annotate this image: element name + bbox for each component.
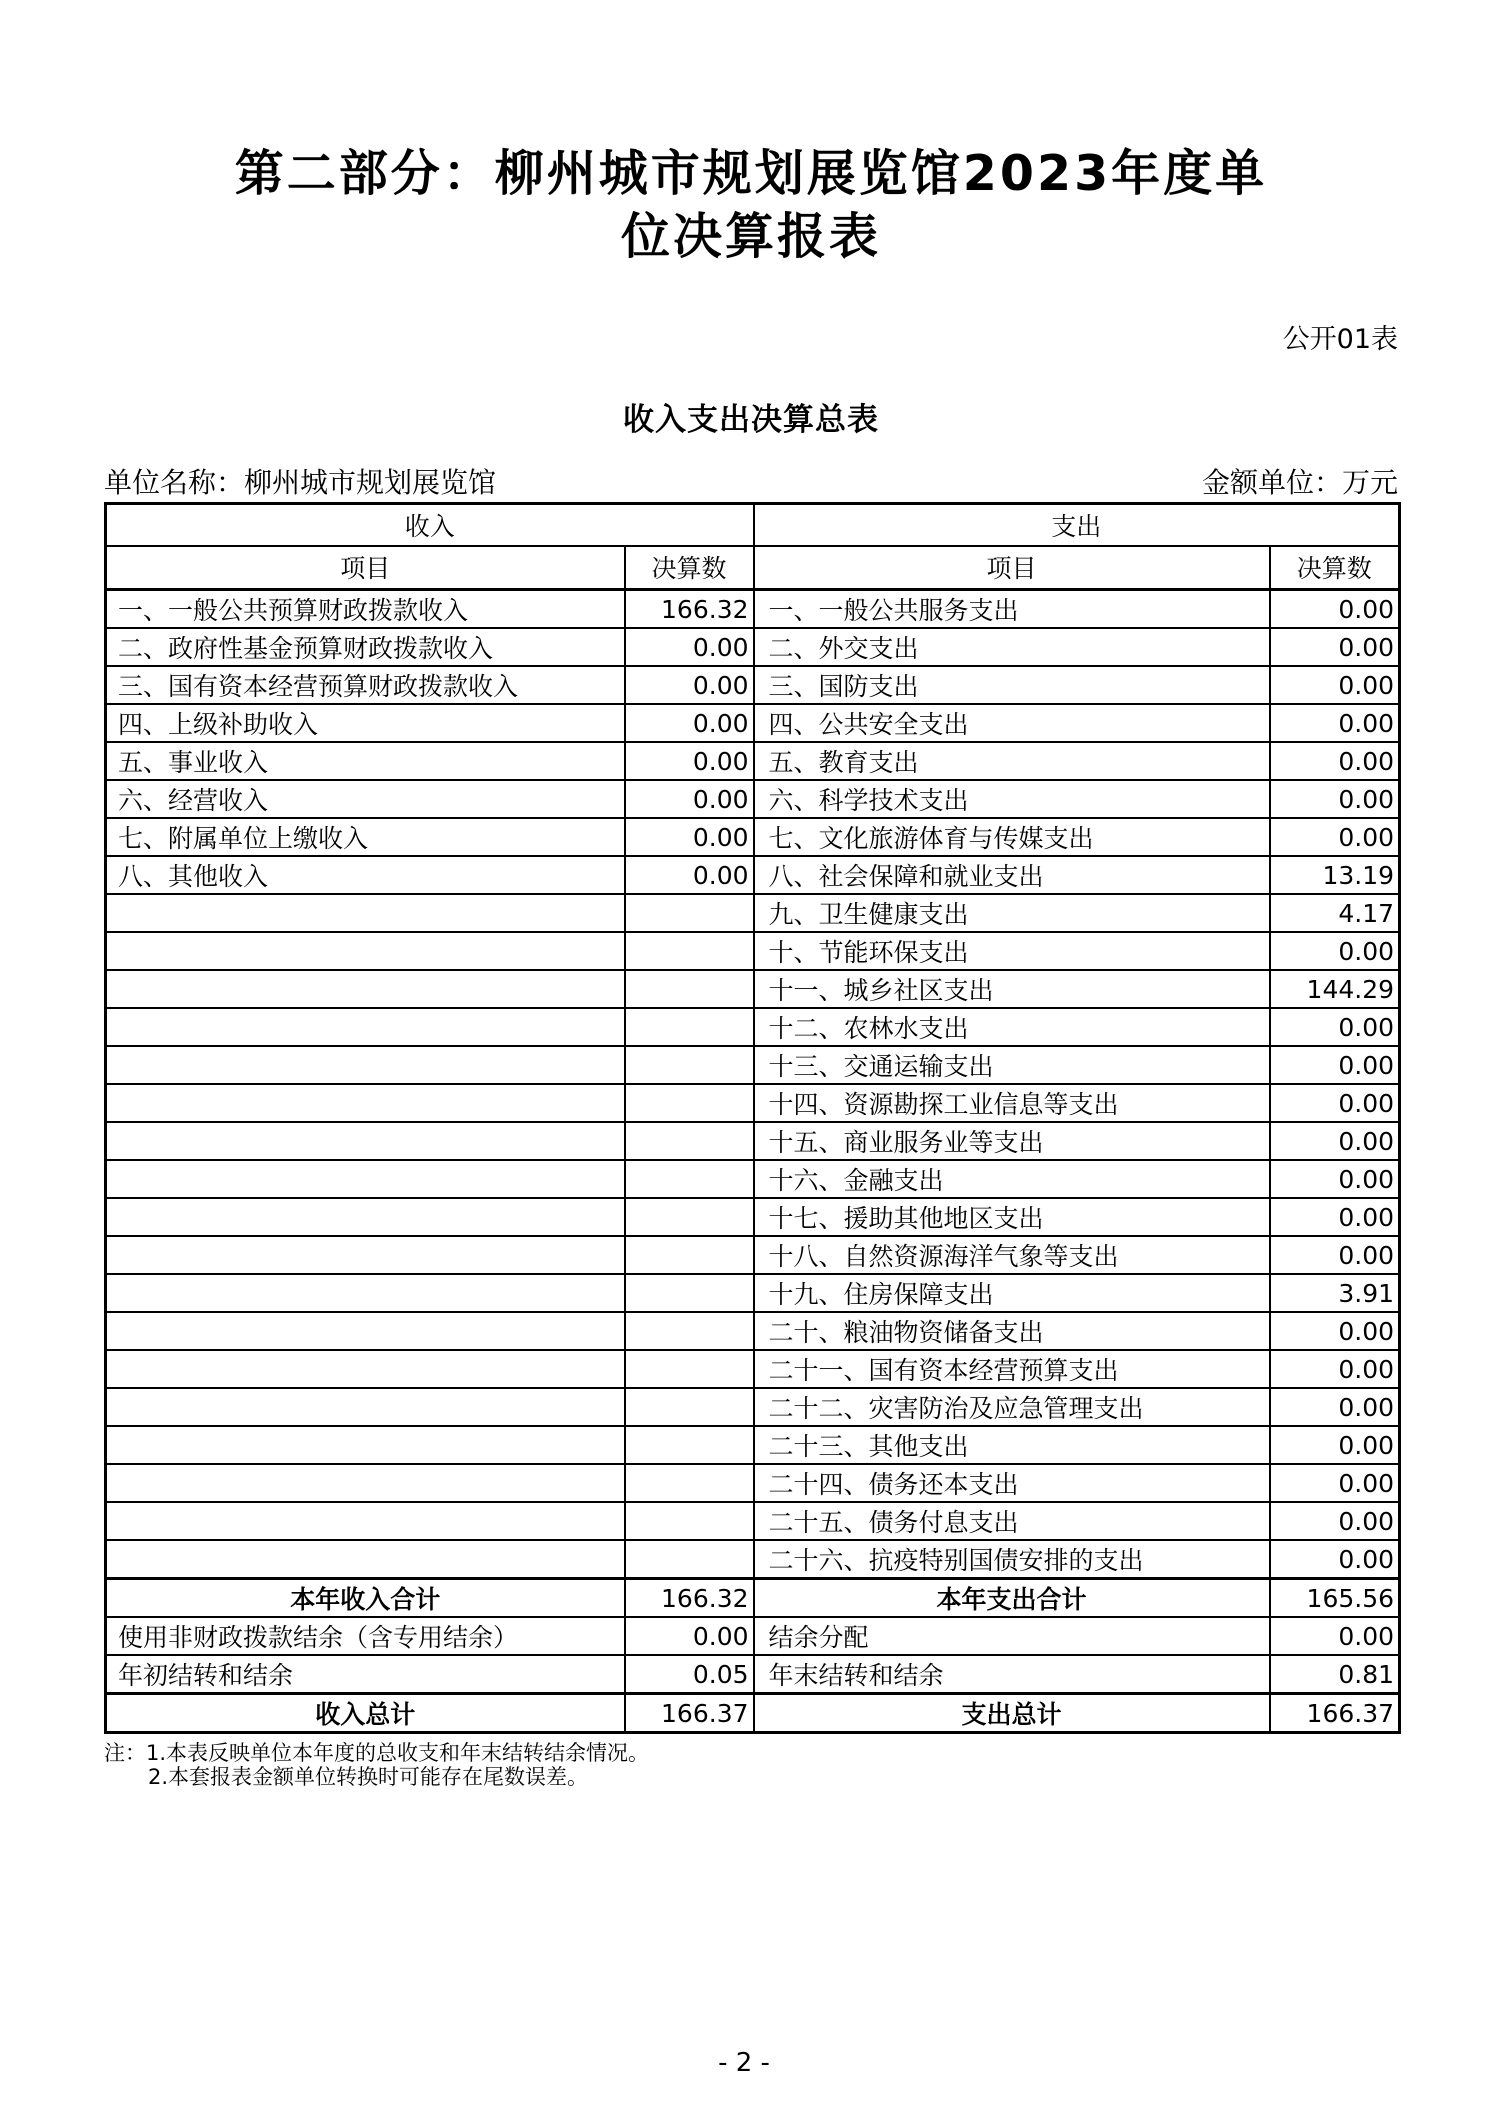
expense-value-cell: 0.00 — [1270, 1426, 1400, 1464]
income-item-cell — [106, 1160, 625, 1198]
table-row — [106, 666, 1400, 704]
income-value-cell: 0.00 — [625, 1617, 754, 1655]
table-row — [106, 1502, 1400, 1540]
expense-value-cell: 0.00 — [1270, 1084, 1400, 1122]
table-row — [106, 856, 1400, 894]
expense-value-cell: 144.29 — [1270, 970, 1400, 1008]
expense-value-cell: 0.00 — [1270, 704, 1400, 742]
income-value-cell: 0.00 — [625, 742, 754, 780]
expense-value-cell: 4.17 — [1270, 894, 1400, 932]
table-row — [106, 590, 1400, 629]
expense-value-cell: 0.00 — [1270, 1198, 1400, 1236]
expense-item-cell: 十二、农林水支出 — [754, 1008, 1270, 1046]
table-row — [106, 628, 1400, 666]
expense-value-cell: 13.19 — [1270, 856, 1400, 894]
income-item-cell — [106, 894, 625, 932]
expense-value-cell: 0.00 — [1270, 932, 1400, 970]
expense-value-cell: 0.00 — [1270, 590, 1400, 629]
table-row — [106, 1084, 1400, 1122]
expense-item-cell: 十九、住房保障支出 — [754, 1274, 1270, 1312]
expense-amount-header: 决算数 — [1270, 546, 1400, 590]
expense-value-cell: 0.00 — [1270, 1502, 1400, 1540]
expense-item-cell: 二十六、抗疫特别国债安排的支出 — [754, 1540, 1270, 1579]
expense-item-cell: 五、教育支出 — [754, 742, 1270, 780]
income-value-cell: 0.00 — [625, 780, 754, 818]
income-item-cell — [106, 1502, 625, 1540]
income-item-cell: 六、经营收入 — [106, 780, 625, 818]
income-item-cell: 八、其他收入 — [106, 856, 625, 894]
expense-value-cell: 0.00 — [1270, 742, 1400, 780]
expense-item-cell: 十、节能环保支出 — [754, 932, 1270, 970]
income-value-cell — [625, 1502, 754, 1540]
expense-value-cell: 165.56 — [1270, 1579, 1400, 1618]
table-row — [106, 1198, 1400, 1236]
income-item-cell: 七、附属单位上缴收入 — [106, 818, 625, 856]
income-value-cell: 166.32 — [625, 1579, 754, 1618]
table-row — [106, 742, 1400, 780]
income-value-cell — [625, 1084, 754, 1122]
income-item-cell — [106, 1350, 625, 1388]
income-item-cell — [106, 1540, 625, 1579]
expense-item-cell: 本年支出合计 — [754, 1579, 1270, 1618]
income-value-cell — [625, 1540, 754, 1579]
expense-section-header: 支出 — [754, 504, 1400, 546]
expense-value-cell: 0.00 — [1270, 1350, 1400, 1388]
page-number: - 2 - — [718, 2048, 770, 2078]
income-item-cell: 一、一般公共预算财政拨款收入 — [106, 590, 625, 629]
summary-row — [106, 1617, 1400, 1655]
expense-value-cell: 0.00 — [1270, 628, 1400, 666]
income-value-cell — [625, 1236, 754, 1274]
expense-item-cell: 支出总计 — [754, 1694, 1270, 1733]
expense-item-cell: 十四、资源勘探工业信息等支出 — [754, 1084, 1270, 1122]
table-row — [106, 970, 1400, 1008]
table-row — [106, 1388, 1400, 1426]
expense-item-cell: 十三、交通运输支出 — [754, 1046, 1270, 1084]
income-item-cell — [106, 970, 625, 1008]
income-value-cell — [625, 1312, 754, 1350]
income-item-header: 项目 — [106, 546, 625, 590]
income-item-cell: 年初结转和结余 — [106, 1655, 625, 1694]
income-value-cell — [625, 1426, 754, 1464]
income-value-cell: 0.05 — [625, 1655, 754, 1694]
income-item-cell — [106, 1274, 625, 1312]
table-row — [106, 1540, 1400, 1579]
income-value-cell — [625, 1464, 754, 1502]
table-row — [106, 818, 1400, 856]
income-value-cell — [625, 1274, 754, 1312]
expense-value-cell: 0.00 — [1270, 666, 1400, 704]
expense-item-cell: 年末结转和结余 — [754, 1655, 1270, 1694]
expense-item-cell: 三、国防支出 — [754, 666, 1270, 704]
expense-value-cell: 0.00 — [1270, 1312, 1400, 1350]
income-value-cell — [625, 894, 754, 932]
expense-value-cell: 0.00 — [1270, 1046, 1400, 1084]
income-value-cell — [625, 1388, 754, 1426]
document-title — [104, 0, 1398, 268]
document-title-line2: 位决算报表 — [620, 208, 881, 265]
income-value-cell: 0.00 — [625, 818, 754, 856]
income-expense-table — [104, 502, 1401, 1734]
table-body — [106, 590, 1400, 1733]
table-row — [106, 780, 1400, 818]
expense-value-cell: 0.00 — [1270, 1008, 1400, 1046]
income-item-cell — [106, 1198, 625, 1236]
income-item-cell — [106, 1464, 625, 1502]
expense-item-cell: 二十、粮油物资储备支出 — [754, 1312, 1270, 1350]
expense-item-cell: 十五、商业服务业等支出 — [754, 1122, 1270, 1160]
income-item-cell — [106, 1236, 625, 1274]
summary-row — [106, 1579, 1400, 1618]
table-row — [106, 1160, 1400, 1198]
income-value-cell — [625, 1350, 754, 1388]
income-item-cell — [106, 1388, 625, 1426]
income-value-cell: 166.37 — [625, 1694, 754, 1733]
expense-value-cell: 0.00 — [1270, 1236, 1400, 1274]
income-value-cell — [625, 1046, 754, 1084]
expense-item-cell: 十八、自然资源海洋气象等支出 — [754, 1236, 1270, 1274]
income-item-cell — [106, 932, 625, 970]
table-row — [106, 1008, 1400, 1046]
expense-item-header: 项目 — [754, 546, 1270, 590]
unit-name-label: 单位名称：柳州城市规划展览馆 — [104, 466, 497, 499]
column-header-row — [106, 546, 1400, 590]
income-item-cell — [106, 1008, 625, 1046]
expense-value-cell: 0.81 — [1270, 1655, 1400, 1694]
expense-item-cell: 二、外交支出 — [754, 628, 1270, 666]
table-row — [106, 1236, 1400, 1274]
income-item-cell: 四、上级补助收入 — [106, 704, 625, 742]
section-header-row — [106, 504, 1400, 546]
income-item-cell — [106, 1122, 625, 1160]
income-value-cell: 0.00 — [625, 628, 754, 666]
income-value-cell — [625, 1122, 754, 1160]
income-item-cell — [106, 1046, 625, 1084]
table-title: 收入支出决算总表 — [623, 402, 879, 438]
income-item-cell — [106, 1084, 625, 1122]
income-section-header: 收入 — [106, 504, 754, 546]
table-row — [106, 1350, 1400, 1388]
expense-item-cell: 九、卫生健康支出 — [754, 894, 1270, 932]
note-line: 2.本套报表金额单位转换时可能存在尾数误差。 — [148, 1765, 589, 1789]
table-notes — [104, 1741, 1398, 1789]
expense-value-cell: 0.00 — [1270, 1540, 1400, 1579]
note-line: 注：1.本表反映单位本年度的总收支和年末结转结余情况。 — [104, 1741, 650, 1765]
income-value-cell — [625, 932, 754, 970]
income-item-cell: 五、事业收入 — [106, 742, 625, 780]
income-item-cell: 二、政府性基金预算财政拨款收入 — [106, 628, 625, 666]
income-item-cell: 收入总计 — [106, 1694, 625, 1733]
table-row — [106, 1274, 1400, 1312]
expense-item-cell: 二十四、债务还本支出 — [754, 1464, 1270, 1502]
expense-item-cell: 八、社会保障和就业支出 — [754, 856, 1270, 894]
expense-item-cell: 二十五、债务付息支出 — [754, 1502, 1270, 1540]
income-value-cell — [625, 970, 754, 1008]
expense-value-cell: 166.37 — [1270, 1694, 1400, 1733]
table-row — [106, 1426, 1400, 1464]
expense-value-cell: 3.91 — [1270, 1274, 1400, 1312]
expense-item-cell: 十一、城乡社区支出 — [754, 970, 1270, 1008]
form-code-label: 公开01表 — [1282, 324, 1398, 355]
expense-value-cell: 0.00 — [1270, 780, 1400, 818]
amount-unit-label: 金额单位：万元 — [1201, 466, 1398, 499]
table-meta-row — [104, 466, 1398, 500]
expense-item-cell: 二十二、灾害防治及应急管理支出 — [754, 1388, 1270, 1426]
income-value-cell: 0.00 — [625, 856, 754, 894]
expense-item-cell: 一、一般公共服务支出 — [754, 590, 1270, 629]
income-value-cell: 0.00 — [625, 704, 754, 742]
expense-item-cell: 十七、援助其他地区支出 — [754, 1198, 1270, 1236]
expense-value-cell: 0.00 — [1270, 818, 1400, 856]
table-row — [106, 704, 1400, 742]
table-row — [106, 1046, 1400, 1084]
income-item-cell: 本年收入合计 — [106, 1579, 625, 1618]
expense-value-cell: 0.00 — [1270, 1388, 1400, 1426]
expense-item-cell: 结余分配 — [754, 1617, 1270, 1655]
income-item-cell: 使用非财政拨款结余（含专用结余） — [106, 1617, 625, 1655]
expense-item-cell: 四、公共安全支出 — [754, 704, 1270, 742]
expense-value-cell: 0.00 — [1270, 1617, 1400, 1655]
table-row — [106, 894, 1400, 932]
table-row — [106, 1464, 1400, 1502]
expense-item-cell: 十六、金融支出 — [754, 1160, 1270, 1198]
income-value-cell — [625, 1198, 754, 1236]
expense-item-cell: 二十一、国有资本经营预算支出 — [754, 1350, 1270, 1388]
table-row — [106, 932, 1400, 970]
table-row — [106, 1122, 1400, 1160]
income-value-cell — [625, 1008, 754, 1046]
income-amount-header: 决算数 — [625, 546, 754, 590]
table-row — [106, 1312, 1400, 1350]
document-title-line1: 第二部分：柳州城市规划展览馆2023年度单 — [234, 145, 1268, 202]
income-item-cell — [106, 1312, 625, 1350]
income-item-cell — [106, 1426, 625, 1464]
income-value-cell — [625, 1160, 754, 1198]
summary-row — [106, 1655, 1400, 1694]
expense-value-cell: 0.00 — [1270, 1122, 1400, 1160]
expense-item-cell: 六、科学技术支出 — [754, 780, 1270, 818]
expense-item-cell: 二十三、其他支出 — [754, 1426, 1270, 1464]
expense-item-cell: 七、文化旅游体育与传媒支出 — [754, 818, 1270, 856]
income-value-cell: 0.00 — [625, 666, 754, 704]
expense-value-cell: 0.00 — [1270, 1464, 1400, 1502]
expense-value-cell: 0.00 — [1270, 1160, 1400, 1198]
income-item-cell: 三、国有资本经营预算财政拨款收入 — [106, 666, 625, 704]
income-value-cell: 166.32 — [625, 590, 754, 629]
summary-row — [106, 1694, 1400, 1733]
